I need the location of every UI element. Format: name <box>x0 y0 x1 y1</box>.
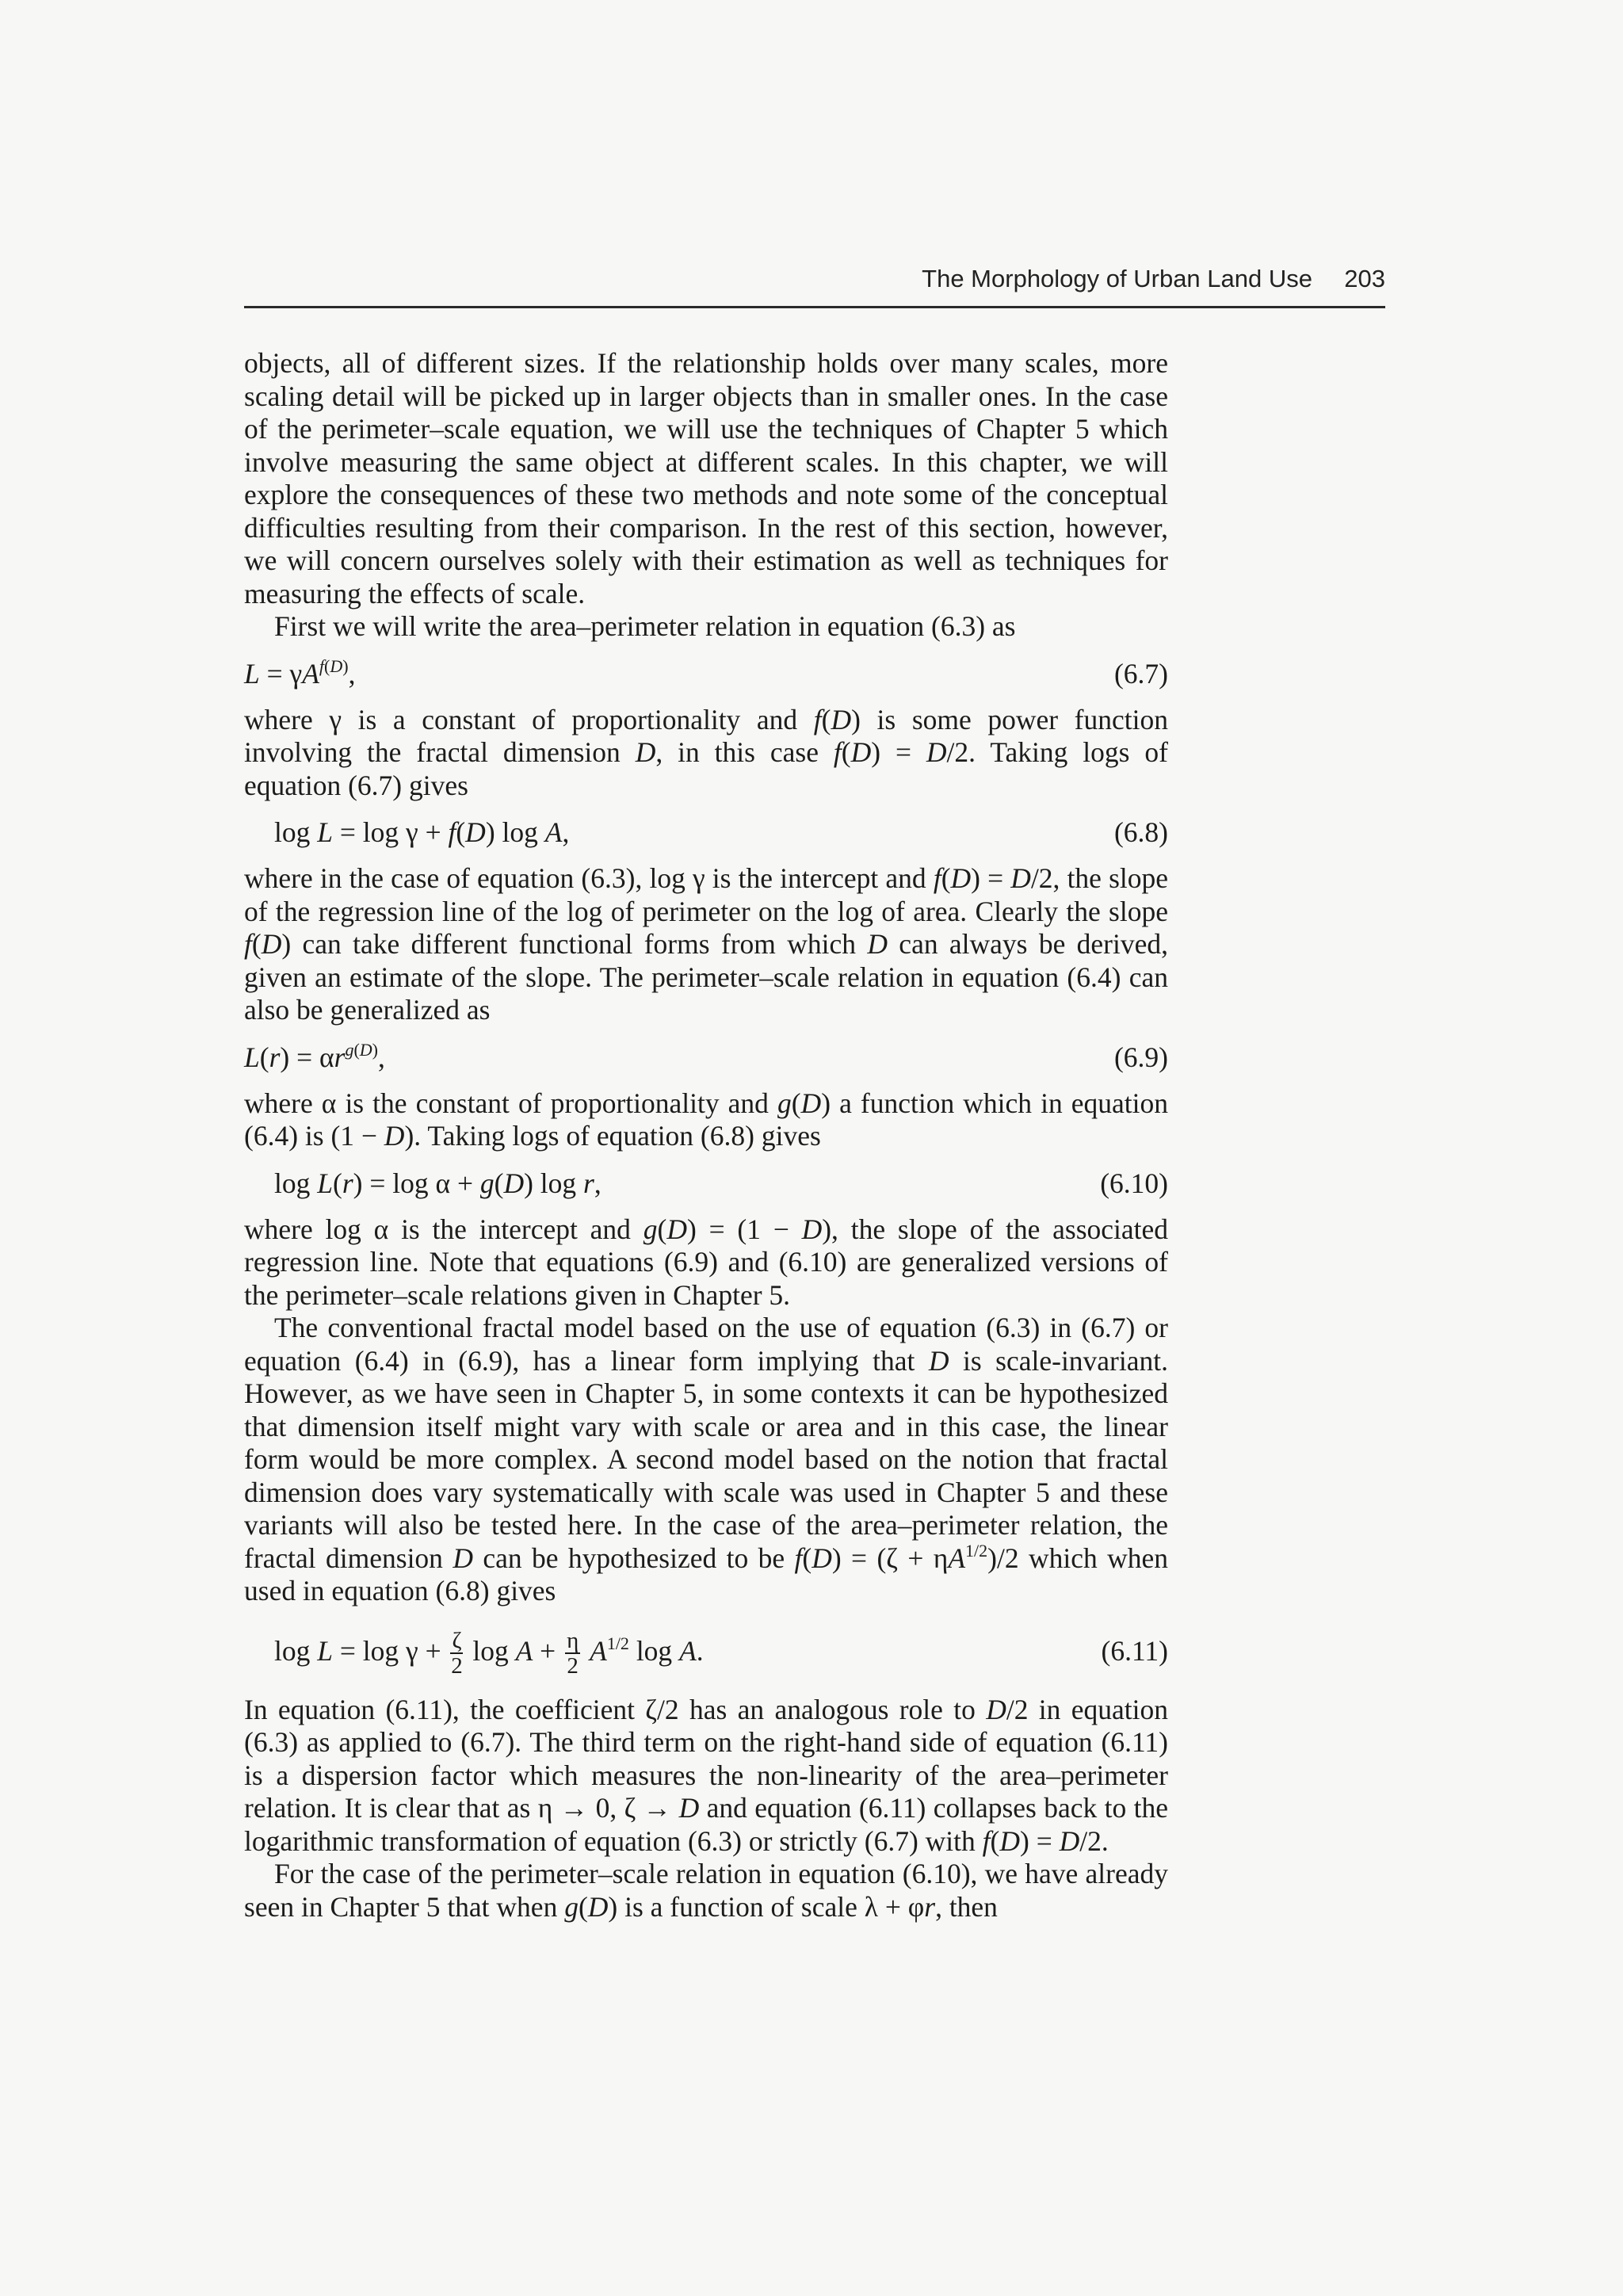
paragraph-7: The conventional fractal model based on the use of equation (6.3) in (6.7) or equation (6.4) in (6.9), has a linear form implying that D is scale-invariant. However, as we have seen in Chapter 5, in some contexts it can be hypothesized that dimension itself might vary with scale or area and in this case, the linear form would be more complex. A second model based on the notion that fractal dimension does vary systematically with scale was used in Chapter 5 and these variants will also be tested here. In the case of the area–perimeter relation, the fractal dimension D can be hypothesized to be $f(D) = (\zeta + \eta A^{1/2})/2$ which when used in equation (6.8) gives <box>244 1312 1168 1606</box>
body-text <box>244 347 1168 1924</box>
fraction-eta-over-2: $\frac{\eta}{2}$ <box>567 1628 579 1679</box>
paragraph-4: where in the case of equation (6.3), log γ is the intercept and f(D) = D/2, the slope of the regression line of the log of perimeter on the log of area. Clearly the slope f(D) can take different functional forms from which D can always be derived, given an estimate of the slope. The perimeter–scale relation in equation (6.4) can also be generalized as <box>244 862 1169 1026</box>
page-number: 203 <box>1344 265 1385 292</box>
running-title: The Morphology of Urban Land Use <box>922 265 1312 292</box>
running-header <box>244 258 1385 308</box>
paragraph-3: where γ is a constant of proportionality and f(D) is some power function involving the fractal dimension D, in this case f(D) = D/2. Taking logs of equation (6.7) gives <box>244 703 1168 801</box>
equation-6-9-expr: $L(r) = \alpha r^{g(D)}$, <box>244 1039 385 1073</box>
equation-6-8-number: (6.8) <box>1113 816 1168 848</box>
paragraph-9: For the case of the perimeter–scale relation in equation (6.10), we have already seen in Chapter 5 that when g(D) is a function of scale λ + φr, then <box>244 1858 1168 1923</box>
paragraph-8: In equation (6.11), the coefficient ζ/2 has an analogous role to D/2 in equation (6.3) as applied to (6.7). The third term on the right-hand side of equation (6.11) is a dispersion factor which measures the non-linearity of the area–perimeter relation. It is clear that as η → 0, ζ → D and equation (6.11) collapses back to the logarithmic transformation of equation (6.3) or strictly (6.7) with f(D) = D/2. <box>244 1693 1168 1857</box>
equation-6-7-number: (6.7) <box>1113 657 1168 690</box>
equation-6-9 <box>244 1032 1168 1083</box>
paragraph-1: objects, all of different sizes. If the relationship holds over many scales, more scaling detail will be picked up in larger objects than in smaller ones. In the case of the perimeter–scale equation, we will use the techniques of Chapter 5 which involve measuring the same object at different scales. In this chapter, we will explore the consequences of these two methods and note some of the conceptual difficulties resulting from their comparison. In the rest of this section, however, we will concern ourselves solely with their estimation as well as techniques for measuring the effects of scale. <box>244 347 1168 609</box>
paragraph-2: First we will write the area–perimeter relation in equation (6.3) as <box>274 610 1016 642</box>
equation-6-7 <box>244 648 1168 699</box>
equation-6-10-expr: log L(r) = log α + g(D) log r, <box>274 1167 601 1199</box>
equation-6-8-expr: log L = log γ + f(D) log A, <box>274 816 570 848</box>
equation-6-10 <box>244 1158 1168 1209</box>
equation-6-7-expr: $L = \gamma A^{f(D)}$, <box>244 655 356 690</box>
equation-6-11 <box>244 1613 1168 1689</box>
equation-6-8 <box>244 807 1168 858</box>
paragraph-6: where log α is the intercept and g(D) = (1 − D), the slope of the associated regression line. Note that equations (6.9) and (6.10) are generalized versions of the perimeter–scale relations given in Chapter 5. <box>244 1213 1169 1311</box>
equation-6-11-number: (6.11) <box>1101 1634 1168 1667</box>
equation-6-9-number: (6.9) <box>1113 1041 1168 1073</box>
paragraph-5: where α is the constant of proportionality and g(D) a function which in equation (6.4) is (1 − D). Taking logs of equation (6.8) gives <box>244 1087 1168 1152</box>
equation-6-10-number: (6.10) <box>1100 1167 1168 1199</box>
fraction-zeta-over-2: $\frac{\zeta}{2}$ <box>451 1628 463 1679</box>
equation-6-11-expr: log L = log γ + $\frac{\zeta}{2}$ log A + $\frac{\eta}{2}$ $A^{1/2}$ log A. <box>274 1628 704 1679</box>
